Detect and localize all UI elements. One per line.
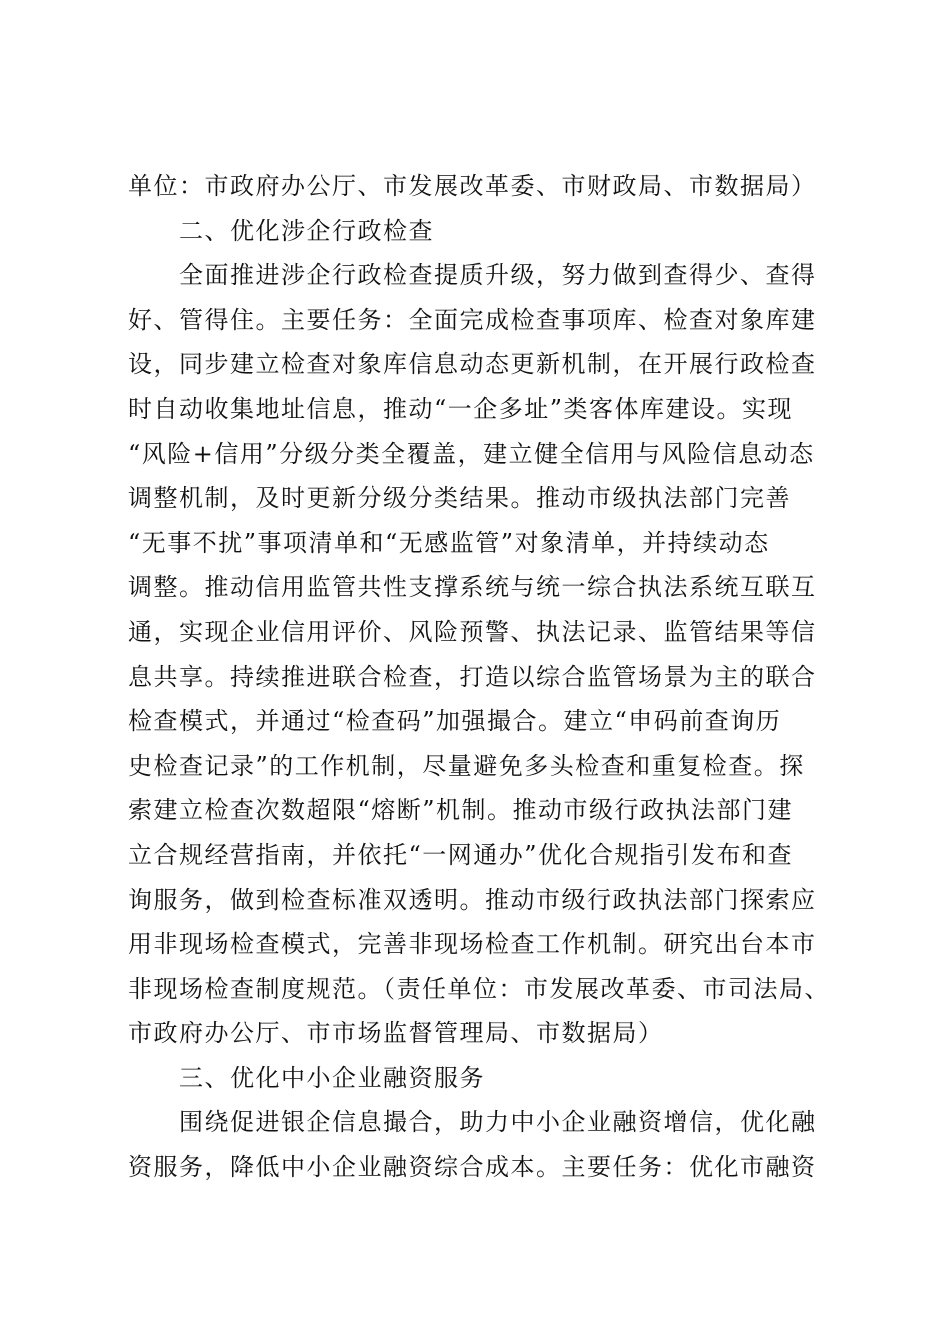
text-line: 调整机制，及时更新分级分类结果。推动市级执法部门完善 (128, 484, 791, 513)
text-line: 市政府办公厅、市市场监督管理局、市数据局） (128, 1019, 664, 1048)
section-heading: 二、优化涉企行政检查 (179, 216, 434, 245)
text-line: 好、管得住。主要任务：全面完成检查事项库、检查对象库建 (128, 305, 817, 334)
text-line: 史检查记录”的工作机制，尽量避免多头检查和重复检查。探 (128, 751, 805, 780)
text-line: 非现场检查制度规范。（责任单位：市发展改革委、市司法局、 (128, 974, 830, 1003)
text-line: 全面推进涉企行政检查提质升级，努力做到查得少、查得 (179, 261, 817, 290)
text-line: 单位：市政府办公厅、市发展改革委、市财政局、市数据局） (128, 172, 817, 200)
text-line: 通，实现企业信用评价、风险预警、执法记录、监管结果等信 (128, 617, 817, 646)
text-line: 资服务，降低中小企业融资综合成本。主要任务：优化市融资 (128, 1153, 817, 1182)
text-line: 息共享。持续推进联合检查，打造以综合监管场景为主的联合 (128, 662, 817, 691)
section-heading: 三、优化中小企业融资服务 (179, 1063, 485, 1092)
text-line: 围绕促进银企信息撮合，助力中小企业融资增信，优化融 (179, 1108, 817, 1137)
text-line: 调整。推动信用监管共性支撑系统与统一综合执法系统互联互 (128, 573, 817, 602)
text-line: “风险+信用”分级分类全覆盖，建立健全信用与风险信息动态 (128, 439, 815, 468)
text-line: 用非现场检查模式，完善非现场检查工作机制。研究出台本市 (128, 930, 817, 959)
text-line: 时自动收集地址信息，推动“一企多址”类客体库建设。实现 (128, 394, 794, 423)
text-line: “无事不扰”事项清单和“无感监管”对象清单，并持续动态 (128, 528, 770, 557)
document-body (128, 164, 828, 1190)
text-line: 设，同步建立检查对象库信息动态更新机制，在开展行政检查 (128, 350, 817, 379)
text-line: 询服务，做到检查标准双透明。推动市级行政执法部门探索应 (128, 885, 817, 914)
text-line: 索建立检查次数超限“熔断”机制。推动市级行政执法部门建 (128, 796, 794, 825)
text-line: 立合规经营指南，并依托“一网通办”优化合规指引发布和查 (128, 840, 794, 869)
text-line: 检查模式，并通过“检查码”加强撮合。建立“申码前查询历 (128, 707, 782, 736)
